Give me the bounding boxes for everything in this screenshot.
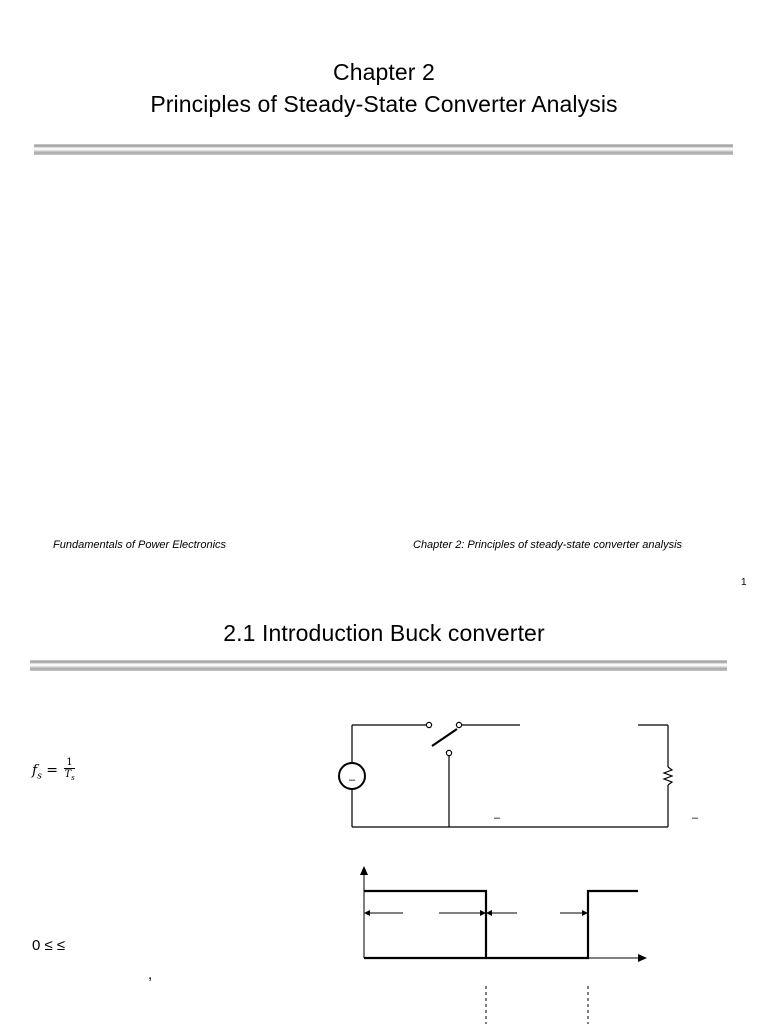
- y-axis-arrowhead: [360, 866, 368, 875]
- slide1-page-number: 1: [741, 577, 747, 588]
- switch-waveform-trace: [364, 891, 638, 958]
- formula-fs-equals: =: [46, 762, 58, 779]
- resistor-icon: [664, 767, 672, 785]
- formula-fs-lhs: f: [32, 762, 38, 779]
- slide1-footer-right: Chapter 2: Principles of steady-state converter analysis: [413, 539, 683, 551]
- formula-fs-lhs-sub: s: [37, 771, 42, 782]
- slide1-footer-left: Fundamentals of Power Electronics: [53, 539, 227, 551]
- switch-waveform: [360, 866, 647, 1024]
- formula-fs-denominator-sub: s: [71, 774, 75, 782]
- formula-fs-numerator: 1: [66, 757, 73, 768]
- switch-contact-left: [426, 722, 431, 727]
- switch-contact-bottom: [446, 750, 451, 755]
- mid-minus-sign: –: [493, 812, 501, 824]
- slide2-title: 2.1 Introduction Buck converter: [223, 620, 545, 646]
- source-minus-sign: –: [348, 774, 356, 786]
- formula-fs-denominator-main: T: [64, 769, 72, 780]
- dts-arrowhead-left: [364, 910, 370, 916]
- spdt-switch-icon: [432, 729, 457, 746]
- slide1-title-line1: Chapter 2: [333, 59, 435, 85]
- slide1-title-line2: Principles of Steady-State Converter Analysis: [150, 91, 618, 117]
- switch-contact-right: [456, 722, 461, 727]
- duty-cycle-inequality: 0 ≤ ≤: [32, 937, 66, 954]
- stray-comma: ,: [148, 966, 153, 983]
- buck-circuit: [339, 722, 672, 827]
- output-minus-sign: –: [691, 812, 699, 824]
- x-axis-arrowhead: [638, 954, 647, 962]
